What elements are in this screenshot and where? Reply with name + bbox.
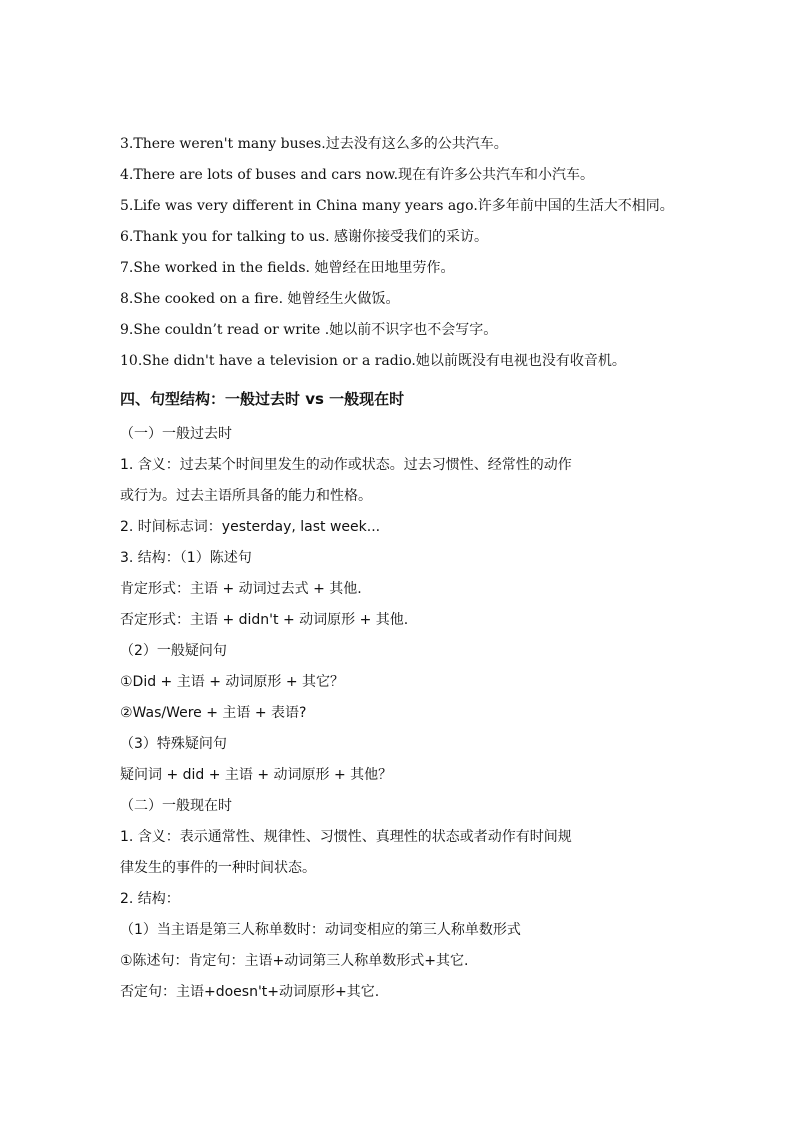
past-question-did: ①Did + 主语 + 动词原形 + 其它？: [120, 674, 344, 690]
sentence-3: 3.There weren't many buses.过去没有这么多的公共汽车。: [120, 136, 508, 152]
present-meaning-line-1: 1. 含义：表示通常性、规律性、习惯性、真理性的状态或者动作有时间规: [120, 829, 572, 845]
sentence-10: 10.She didn't have a television or a radio.她以前既没有电视也没有收音机。: [120, 353, 626, 369]
past-special-question-structure: 疑问词 + did + 主语 + 动词原形 + 其他？: [120, 767, 393, 783]
past-general-question: （2）一般疑问句: [120, 643, 227, 659]
past-structure: 3. 结构：（1）陈述句: [120, 550, 252, 566]
subsection-past-tense: （一）一般过去时: [120, 426, 232, 442]
present-structure: 2. 结构：: [120, 891, 180, 907]
sentence-9: 9.She couldn’t read or write .她以前不识字也不会写字。: [120, 322, 498, 338]
sentence-5: 5.Life was very different in China many years ago.许多年前中国的生活大不相同。: [120, 198, 674, 214]
past-question-was-were: ②Was/Were + 主语 + 表语?: [120, 705, 307, 721]
present-negative: 否定句：主语+doesn't+动词原形+其它.: [120, 984, 380, 1000]
past-meaning-line-1: 1. 含义：过去某个时间里发生的动作或状态。过去习惯性、经常性的动作: [120, 457, 572, 473]
sentence-4: 4.There are lots of buses and cars now.现在有许多公共汽车和小汽车。: [120, 167, 595, 183]
past-negative: 否定形式：主语 + didn't + 动词原形 + 其他.: [120, 612, 409, 628]
section-heading: 四、句型结构：一般过去时 vs 一般现在时: [120, 390, 405, 408]
subsection-present-tense: （二）一般现在时: [120, 798, 232, 814]
present-meaning-line-2: 律发生的事件的一种时间状态。: [120, 860, 316, 876]
sentence-6: 6.Thank you for talking to us. 感谢你接受我们的采访。: [120, 229, 489, 245]
sentence-8: 8.She cooked on a fire. 她曾经生火做饭。: [120, 291, 400, 307]
past-affirmative: 肯定形式：主语 + 动词过去式 + 其他.: [120, 581, 362, 597]
sentence-7: 7.She worked in the fields. 她曾经在田地里劳作。: [120, 260, 455, 276]
present-affirmative: ①陈述句：肯定句：主语+动词第三人称单数形式+其它.: [120, 953, 469, 969]
past-time-markers: 2. 时间标志词：yesterday, last week...: [120, 519, 381, 535]
past-special-question: （3）特殊疑问句: [120, 736, 227, 752]
present-third-person: （1）当主语是第三人称单数时：动词变相应的第三人称单数形式: [120, 922, 521, 938]
past-meaning-line-2: 或行为。过去主语所具备的能力和性格。: [120, 488, 372, 504]
